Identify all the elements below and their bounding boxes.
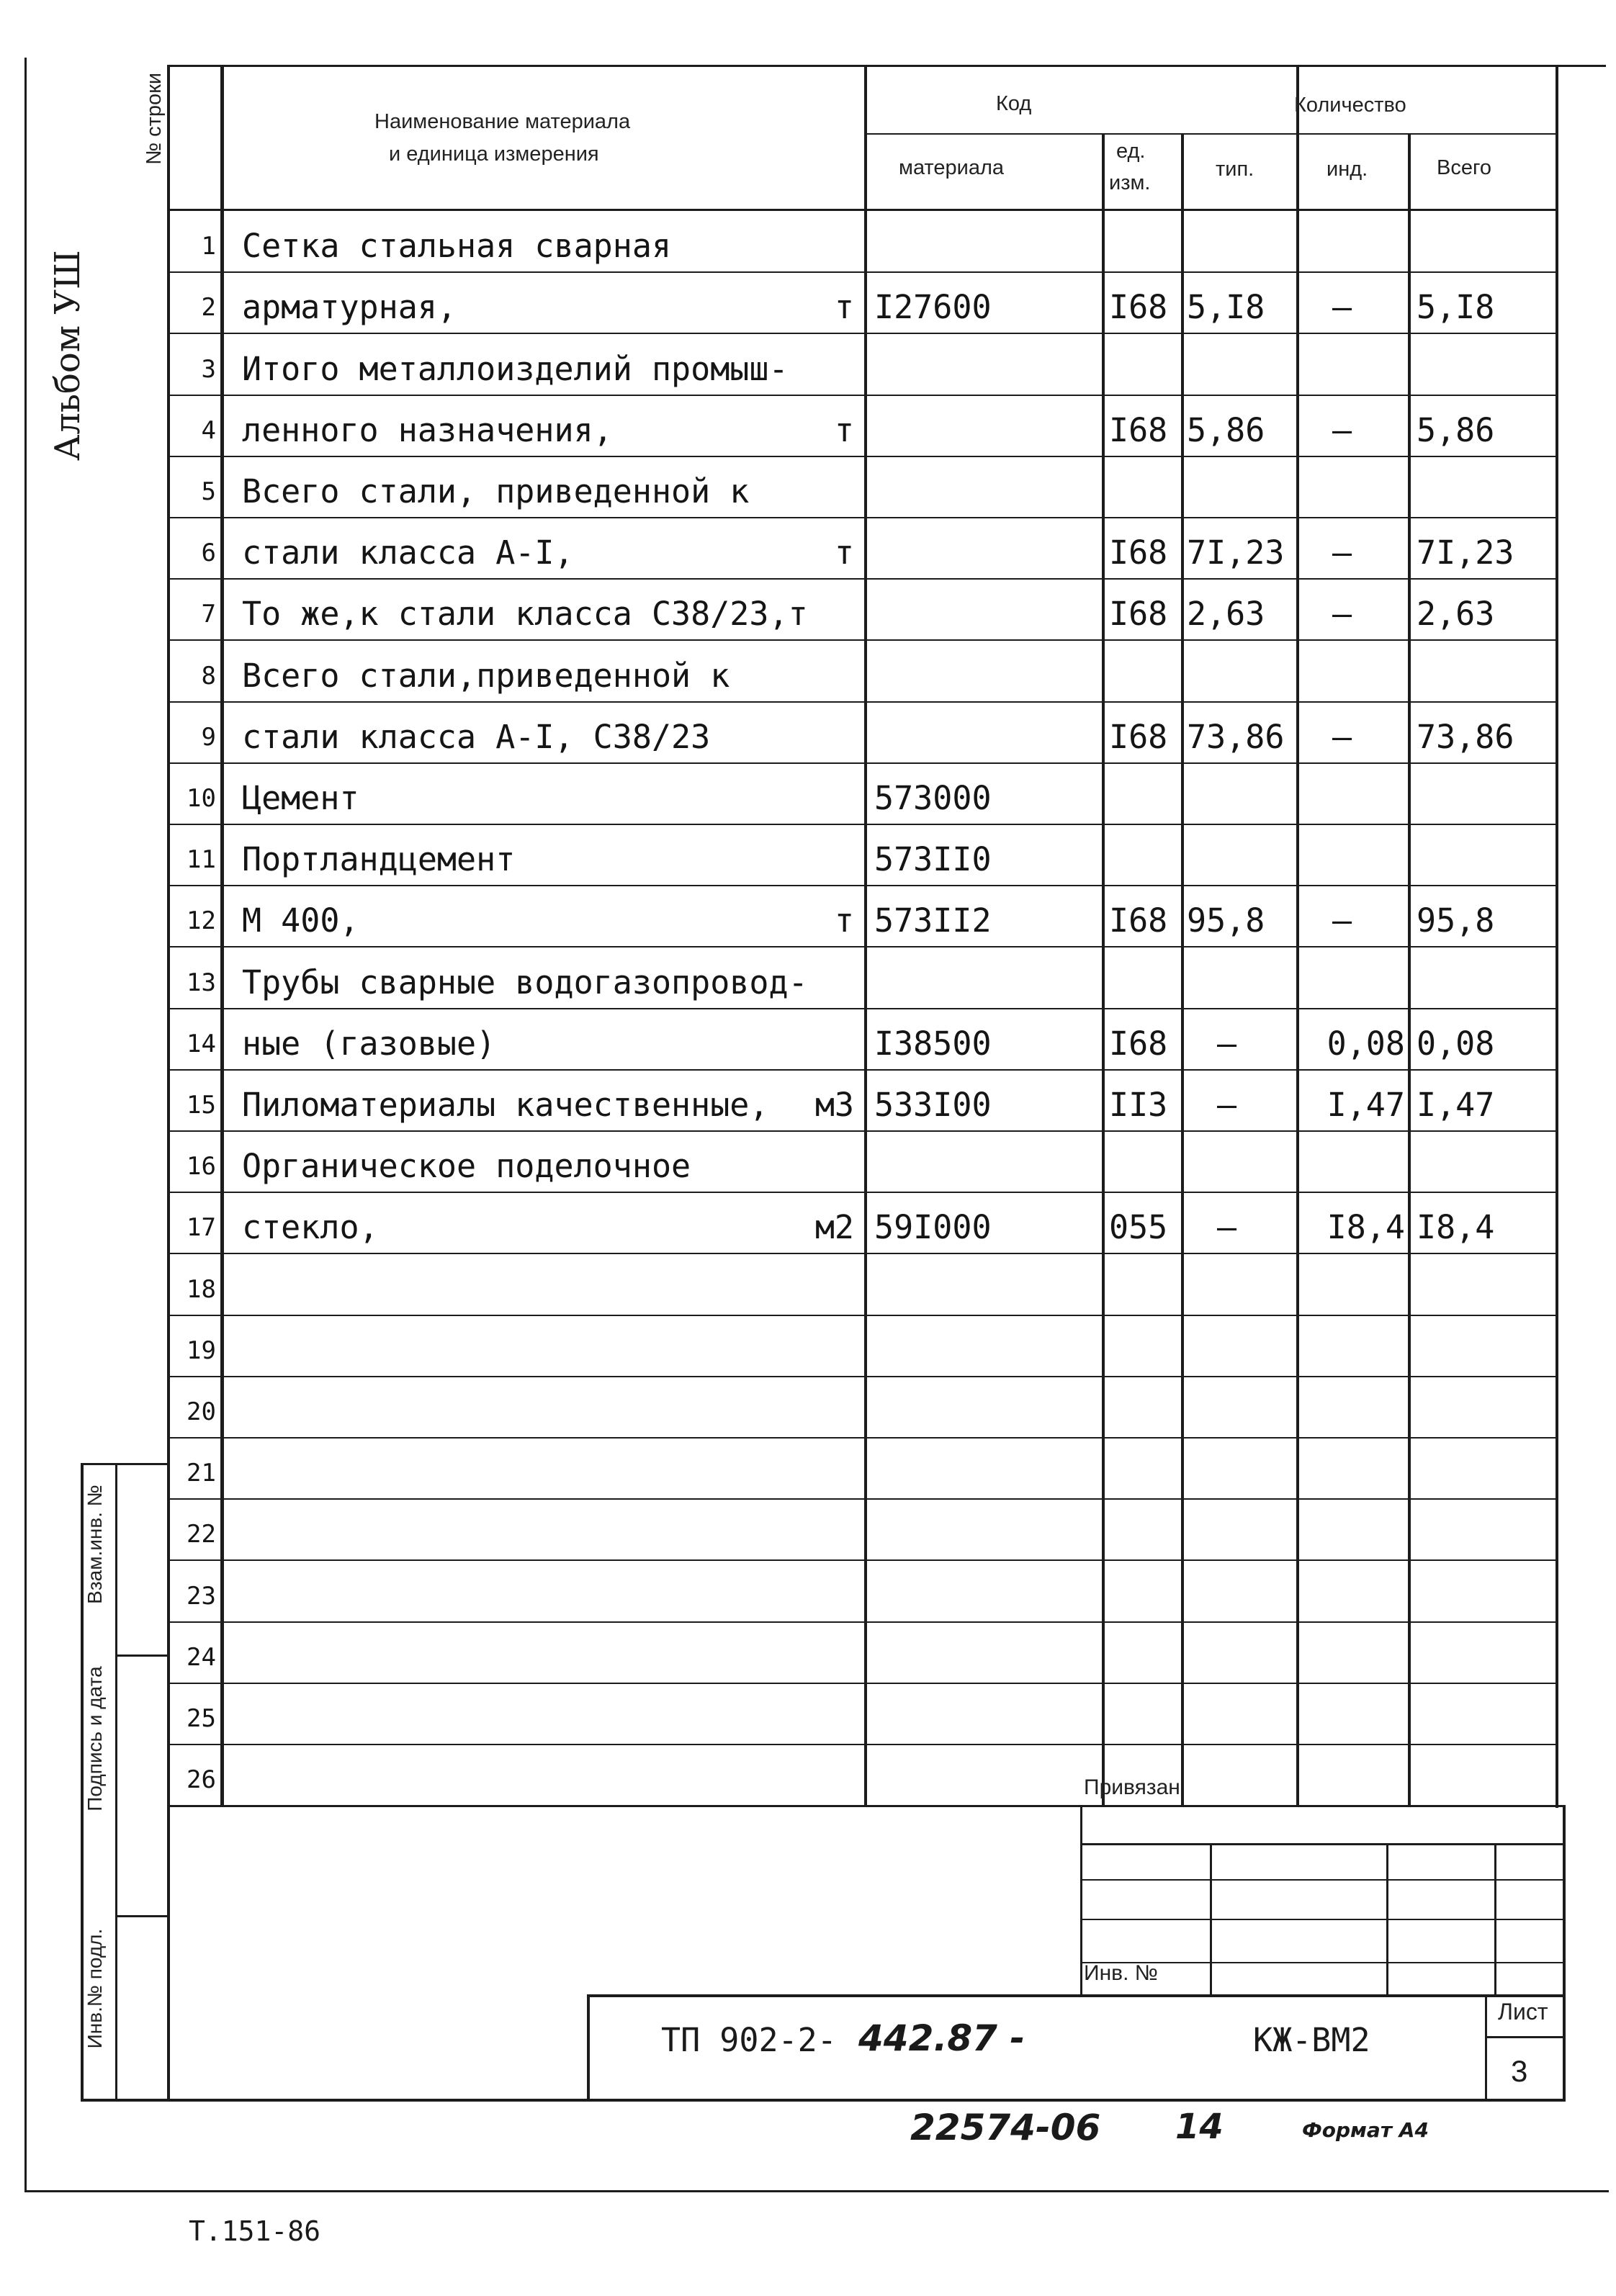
row-number: 1 [201, 232, 216, 261]
row-number: 23 [187, 1581, 216, 1611]
row-line [167, 1008, 1556, 1009]
header-unit-line2: изм. [1109, 171, 1151, 194]
qty-ind: – [1332, 534, 1352, 572]
material-code: 573000 [874, 779, 992, 817]
row-number: 7 [201, 600, 216, 629]
qty-typ: – [1217, 1208, 1237, 1247]
material-name: То же,к стали класса С38/23,т [242, 595, 808, 634]
qty-ind: – [1332, 410, 1352, 449]
material-code: 573II0 [874, 840, 992, 879]
row-number: 22 [187, 1520, 216, 1549]
material-unit: т [834, 901, 854, 940]
qty-ind: – [1332, 595, 1352, 634]
material-name: М 400, [242, 901, 359, 940]
qty-ind: – [1332, 901, 1352, 940]
material-unit: т [834, 410, 854, 449]
title-block-right [1563, 1805, 1566, 2102]
qty-ind: – [1332, 288, 1352, 327]
row-number: 2 [201, 293, 216, 323]
privyazan-left [1080, 1805, 1082, 1994]
privyazan-line [1080, 1843, 1563, 1845]
material-name: Портландцемент [242, 840, 516, 879]
row-line [167, 1253, 1556, 1254]
row-line [167, 578, 1556, 580]
row-line [167, 1683, 1556, 1684]
sheet-column [1485, 1994, 1487, 2099]
qty-total: 5,86 [1417, 410, 1495, 449]
row-line [167, 762, 1556, 764]
sheet-divider [1485, 2036, 1563, 2038]
qty-typ: – [1217, 1086, 1237, 1124]
row-line [167, 701, 1556, 703]
header-row-no: № строки [143, 72, 166, 166]
row-number: 17 [187, 1213, 216, 1243]
material-name: стали класса А-I, С38/23 [242, 717, 711, 756]
row-number: 20 [187, 1397, 216, 1426]
frame-bottom-border [81, 2099, 1563, 2102]
material-code: I27600 [874, 288, 992, 327]
sheet-label: Лист [1498, 1999, 1548, 2025]
row-line [167, 271, 1556, 273]
row-number: 16 [187, 1152, 216, 1181]
column-line-group [1296, 65, 1299, 1806]
row-line [167, 824, 1556, 825]
header-middle-line [864, 133, 1556, 135]
row-line [167, 1069, 1556, 1071]
order-number: 22574-06 [910, 2107, 1101, 2148]
header-typ: тип. [1216, 158, 1254, 181]
column-line [1102, 133, 1105, 1806]
qty-total: 73,86 [1417, 717, 1514, 756]
unit-code: I68 [1109, 595, 1168, 634]
material-name: стали класса А-I, [242, 534, 574, 572]
row-number: 10 [187, 784, 216, 813]
table-left-border [167, 65, 170, 1808]
material-name: ные (газовые) [242, 1024, 496, 1063]
row-number: 9 [201, 722, 216, 752]
row-number: 6 [201, 539, 216, 568]
sheet-number: 3 [1511, 2054, 1528, 2088]
material-unit: т [834, 288, 854, 327]
material-name: арматурная, [242, 288, 457, 327]
material-name: Всего стали,приведенной к [242, 656, 730, 695]
row-number: 21 [187, 1459, 216, 1488]
qty-total: I8,4 [1417, 1208, 1495, 1247]
row-number: 26 [187, 1765, 216, 1795]
material-name: Сетка стальная сварная [242, 227, 672, 266]
page-number: 14 [1175, 2107, 1224, 2147]
row-number: 14 [187, 1029, 216, 1058]
qty-typ: 73,86 [1187, 717, 1285, 756]
header-code-group: Код [996, 92, 1032, 115]
privyazan-label: Привязан [1084, 1775, 1180, 1799]
material-name: стекло, [242, 1208, 379, 1247]
row-number: 18 [187, 1274, 216, 1304]
unit-code: I68 [1109, 288, 1168, 327]
album-label: Альбом УШ [48, 250, 88, 461]
material-name: Органическое поделочное [242, 1147, 691, 1186]
row-line [167, 1437, 1556, 1439]
stamp-line [115, 1915, 167, 1917]
privyazan-column [1494, 1843, 1496, 1994]
row-number: 13 [187, 968, 216, 997]
header-code-material: материала [899, 156, 1005, 179]
qty-typ: 2,63 [1187, 595, 1265, 634]
qty-ind: 0,08 [1327, 1024, 1405, 1063]
row-line [167, 456, 1556, 457]
document-code: КЖ-ВМ2 [1253, 2021, 1370, 2059]
form-code: Т.151-86 [189, 2215, 321, 2247]
row-number: 8 [201, 661, 216, 690]
unit-code: I68 [1109, 1024, 1168, 1063]
row-number: 24 [187, 1642, 216, 1672]
qty-typ: 5,86 [1187, 410, 1265, 449]
material-code: 533I00 [874, 1086, 992, 1124]
row-line [167, 946, 1556, 947]
row-line [167, 517, 1556, 518]
row-line [167, 1130, 1556, 1132]
row-line [167, 333, 1556, 334]
header-name-line1: Наименование материала [374, 110, 631, 133]
row-number: 4 [201, 415, 216, 445]
qty-typ: – [1217, 1024, 1237, 1063]
qty-total: 7I,23 [1417, 534, 1514, 572]
column-line-number [220, 65, 224, 1806]
row-line [167, 1559, 1556, 1561]
column-line-group [864, 65, 867, 1806]
header-qty-group: Количество [1294, 94, 1406, 117]
title-block-top [167, 1805, 1563, 1807]
stamp-vzam-inv: Взам.инв. № [84, 1485, 106, 1604]
table-right-border [1556, 65, 1558, 1808]
material-unit: т [834, 534, 854, 572]
qty-total: 0,08 [1417, 1024, 1495, 1063]
document-prefix: ТП 902-2- [661, 2021, 837, 2059]
header-ind: инд. [1327, 158, 1368, 181]
row-line [167, 1192, 1556, 1193]
row-number: 5 [201, 477, 216, 506]
unit-code: I68 [1109, 410, 1168, 449]
privyazan-line [1080, 1879, 1563, 1881]
header-total: Всего [1437, 156, 1492, 179]
stamp-line [115, 1655, 167, 1657]
material-name: Всего стали, приведенной к [242, 472, 750, 510]
row-line [167, 1498, 1556, 1500]
document-number-handwritten: 442.87 - [858, 2017, 1025, 2059]
row-number: 25 [187, 1704, 216, 1733]
row-line [167, 885, 1556, 886]
stamp-main-left [587, 1994, 590, 2099]
row-number: 15 [187, 1091, 216, 1120]
material-code: 573II2 [874, 901, 992, 940]
header-unit-line1: ед. [1116, 140, 1146, 163]
material-unit: м2 [814, 1208, 854, 1247]
row-line [167, 1744, 1556, 1745]
row-number: 11 [187, 845, 216, 875]
material-name: Цемент [242, 779, 359, 817]
header-bottom-border [167, 209, 1556, 211]
stamp-main-top [587, 1994, 1563, 1997]
row-line [167, 395, 1556, 396]
material-name: ленного назначения, [242, 410, 613, 449]
table-top-border [167, 65, 1556, 67]
qty-total: 2,63 [1417, 595, 1495, 634]
privyazan-line [1080, 1919, 1563, 1920]
material-unit: м3 [814, 1086, 854, 1124]
format-label: Формат А4 [1302, 2118, 1429, 2142]
qty-typ: 5,I8 [1187, 288, 1265, 327]
row-line [167, 1315, 1556, 1316]
unit-code: 055 [1109, 1208, 1168, 1247]
qty-typ: 95,8 [1187, 901, 1265, 940]
material-code: 59I000 [874, 1208, 992, 1247]
inv-no-label: Инв. № [1084, 1961, 1158, 1985]
qty-total: I,47 [1417, 1086, 1495, 1124]
unit-code: II3 [1109, 1086, 1168, 1124]
qty-total: 5,I8 [1417, 288, 1495, 327]
stamp-inv-podl: Инв.№ подл. [84, 1928, 106, 2049]
unit-code: I68 [1109, 534, 1168, 572]
qty-typ: 7I,23 [1187, 534, 1285, 572]
material-name: Пиломатериалы качественные, [242, 1086, 769, 1124]
row-number: 3 [201, 354, 216, 384]
privyazan-column [1386, 1843, 1388, 1994]
row-number: 12 [187, 906, 216, 936]
qty-total: 95,8 [1417, 901, 1495, 940]
stamp-podpis-data: Подпись и дата [84, 1666, 106, 1811]
row-number: 19 [187, 1336, 216, 1365]
material-name: Трубы сварные водогазопровод- [242, 963, 808, 1001]
column-line [1408, 133, 1411, 1806]
unit-code: I68 [1109, 717, 1168, 756]
header-name-line2: и единица измерения [389, 143, 599, 166]
qty-ind: I,47 [1327, 1086, 1405, 1124]
row-line [167, 1376, 1556, 1377]
unit-code: I68 [1109, 901, 1168, 940]
material-code: I38500 [874, 1024, 992, 1063]
row-line [167, 1621, 1556, 1623]
qty-ind: – [1332, 717, 1352, 756]
privyazan-column [1210, 1843, 1212, 1994]
column-line [1181, 133, 1184, 1806]
qty-ind: I8,4 [1327, 1208, 1405, 1247]
material-name: Итого металлоизделий промыш- [242, 349, 789, 388]
row-line [167, 639, 1556, 641]
stamp-inner-border [115, 1463, 117, 2099]
frame-left-border [167, 1805, 170, 2099]
